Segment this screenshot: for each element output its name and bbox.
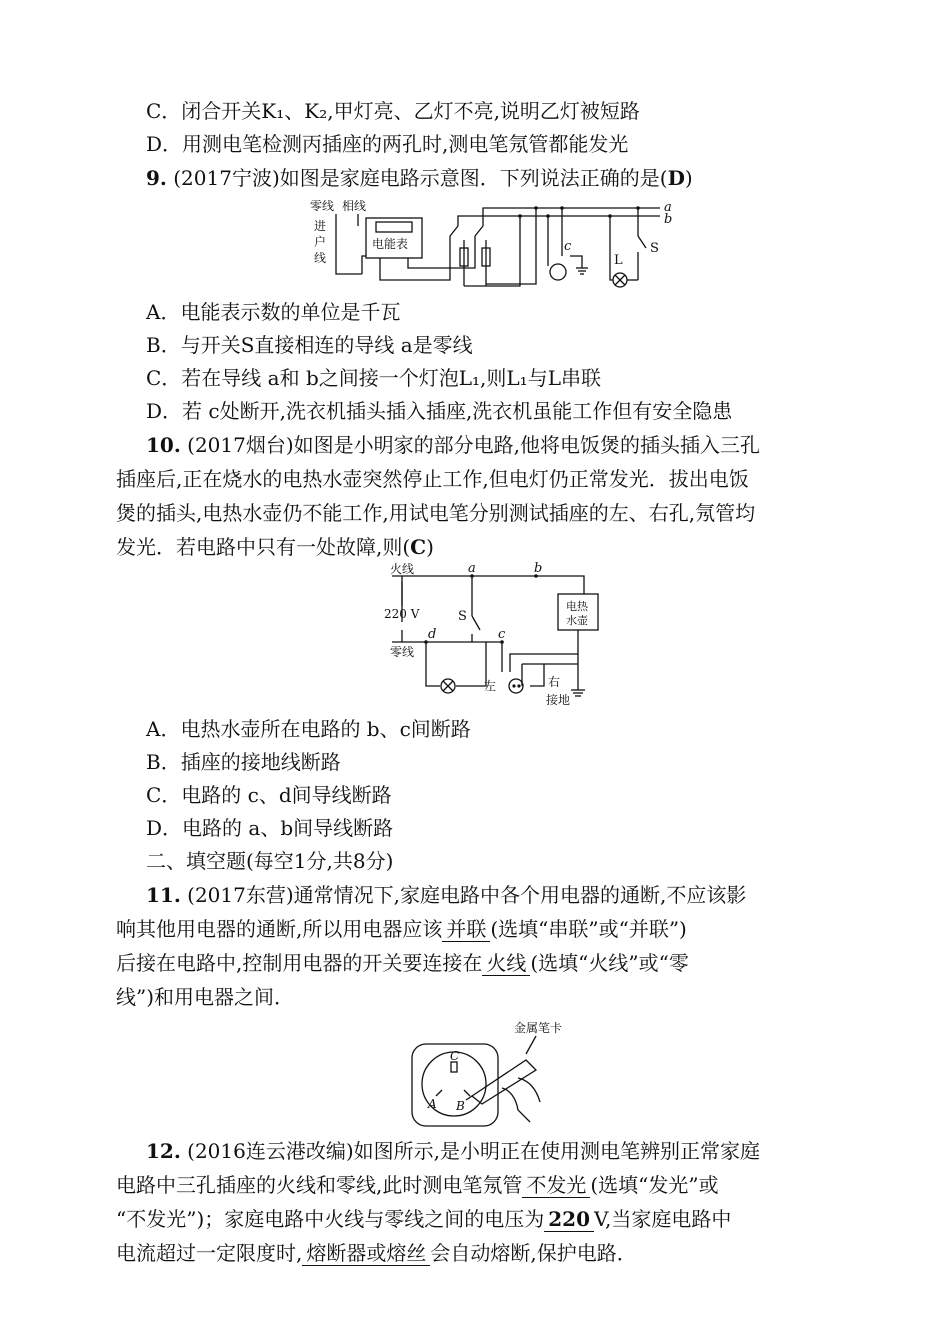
q12-fig-label-C: C bbox=[450, 1049, 460, 1063]
q10-fig-right-label: 右 bbox=[548, 675, 561, 689]
q8-option-c: C．闭合开关K₁、K₂,甲灯亮、乙灯不亮,说明乙灯被短路 bbox=[146, 99, 640, 123]
q10-fig-label-b: b bbox=[534, 561, 543, 576]
q9-fig-entry-label-2: 户 bbox=[314, 235, 327, 249]
q9-close: ) bbox=[684, 166, 693, 190]
q10-number: 10. bbox=[146, 433, 181, 457]
q9-option-c: C．若在导线 a和 b之间接一个灯泡L₁,则L₁与L串联 bbox=[146, 366, 601, 390]
q10-fig-neutral-label: 零线 bbox=[390, 645, 415, 659]
q11-line-1: (2017东营)通常情况下,家庭电路中各个用电器的通断,不应该影 bbox=[187, 883, 747, 907]
q11-line-4: 线”)和用电器之间． bbox=[116, 985, 295, 1009]
q10-fig-label-c: c bbox=[498, 627, 506, 642]
q9-fig-entry-label-3: 线 bbox=[314, 251, 327, 265]
q10-answer: C bbox=[410, 535, 427, 559]
q12-line-4b: 会自动熔断,保护电路． bbox=[430, 1241, 637, 1265]
q12-blank-2: 220 bbox=[544, 1207, 594, 1232]
q11-line-3a: 后接在电路中,控制用电器的开关要连接在 bbox=[116, 951, 483, 975]
q12-number: 12. bbox=[146, 1139, 181, 1163]
q12-line-3b: V,当家庭电路中 bbox=[594, 1207, 732, 1231]
q9-fig-live-label: 相线 bbox=[342, 199, 367, 213]
q9-option-b: B．与开关S直接相连的导线 a是零线 bbox=[146, 333, 473, 357]
q12-fig-label-B: B bbox=[456, 1099, 465, 1113]
q10-close: ) bbox=[426, 535, 434, 559]
q11-line-2a: 响其他用电器的通断,所以用电器应该 bbox=[116, 917, 443, 941]
q10-option-d: D．电路的 a、b间导线断路 bbox=[146, 816, 394, 840]
q10-fig-label-d: d bbox=[428, 627, 437, 642]
q10-fig-live-label: 火线 bbox=[390, 562, 415, 576]
q11-line-2b: (选填“串联”或“并联”) bbox=[490, 917, 687, 941]
q11-blank-2: 火线 bbox=[482, 951, 530, 976]
q10-fig-label-S: S bbox=[458, 609, 467, 624]
q12-line-2b: (选填“发光”或 bbox=[590, 1173, 719, 1197]
q10-line-1: (2017烟台)如图是小明家的部分电路,他将电饭煲的插头插入三孔 bbox=[187, 433, 761, 457]
q9-answer: D bbox=[667, 166, 685, 190]
q12-socket-pen-figure bbox=[406, 1018, 563, 1130]
q12-line-1: (2016连云港改编)如图所示,是小明正在使用测电笔辨别正常家庭 bbox=[187, 1139, 761, 1163]
q10-fig-kettle-label-1: 电热 bbox=[566, 600, 588, 613]
q9-circuit-diagram bbox=[300, 196, 680, 292]
section-2-heading: 二、填空题(每空1分,共8分) bbox=[146, 849, 394, 873]
q12-blank-1: 不发光 bbox=[522, 1173, 590, 1198]
q10-fig-left-label: 左 bbox=[484, 679, 497, 693]
q10-fig-voltage-label: 220 V bbox=[384, 607, 420, 621]
q10-option-c: C．电路的 c、d间导线断路 bbox=[146, 783, 392, 807]
q10-fig-label-a: a bbox=[468, 561, 476, 576]
q12 bbox=[116, 1134, 836, 1270]
q9-fig-meter-label: 电能表 bbox=[372, 237, 409, 251]
q9-option-d: D．若 c处断开,洗衣机插头插入插座,洗衣机虽能工作但有安全隐患 bbox=[146, 399, 733, 423]
q9-fig-label-L: L bbox=[614, 253, 623, 268]
q10-option-b: B．插座的接地线断路 bbox=[146, 750, 341, 774]
q12-line-3a: “不发光”)；家庭电路中火线与零线之间的电压为 bbox=[116, 1207, 545, 1231]
q10-line-4: 发光．若电路中只有一处故障,则( bbox=[116, 535, 411, 559]
q12-line-2a: 电路中三孔插座的火线和零线,此时测电笔氖管 bbox=[116, 1173, 523, 1197]
q9-option-a: A．电能表示数的单位是千瓦 bbox=[146, 300, 401, 324]
q9-stem-text: (2017宁波)如图是家庭电路示意图．下列说法正确的是( bbox=[173, 166, 668, 190]
q12-blank-3: 熔断器或熔丝 bbox=[302, 1241, 430, 1266]
q12-fig-pen-label: 金属笔卡 bbox=[514, 1021, 563, 1035]
q12-line-4a: 电流超过一定限度时, bbox=[116, 1241, 303, 1265]
q9-fig-label-b: b bbox=[664, 212, 673, 227]
q11-number: 11. bbox=[146, 883, 181, 907]
q10-circuit-diagram bbox=[382, 562, 612, 710]
q9-fig-neutral-label: 零线 bbox=[310, 199, 335, 213]
q12-fig-label-A: A bbox=[428, 1097, 437, 1111]
q11 bbox=[116, 878, 836, 1014]
q9-fig-entry-label-1: 进 bbox=[314, 219, 327, 233]
q11-blank-1: 并联 bbox=[442, 917, 490, 942]
q9-fig-label-S: S bbox=[650, 241, 659, 256]
q10-fig-kettle-label-2: 水壶 bbox=[566, 614, 588, 627]
q9-fig-label-c: c bbox=[564, 239, 572, 254]
q11-line-3b: (选填“火线”或“零 bbox=[530, 951, 689, 975]
q10-stem bbox=[116, 428, 836, 564]
q10-fig-ground-label: 接地 bbox=[546, 693, 571, 707]
q8-option-d: D．用测电笔检测丙插座的两孔时,测电笔氖管都能发光 bbox=[146, 132, 629, 156]
q9-stem bbox=[146, 165, 693, 191]
q9-number: 9. bbox=[146, 166, 167, 190]
q10-option-a: A．电热水壶所在电路的 b、c间断路 bbox=[146, 717, 471, 741]
q9-fig-label-a: a bbox=[664, 200, 672, 215]
q10-line-3: 煲的插头,电热水壶仍不能工作,用试电笔分别测试插座的左、右孔,氖管均 bbox=[116, 501, 756, 525]
q10-line-2: 插座后,正在烧水的电热水壶突然停止工作,但电灯仍正常发光．拔出电饭 bbox=[116, 467, 749, 491]
